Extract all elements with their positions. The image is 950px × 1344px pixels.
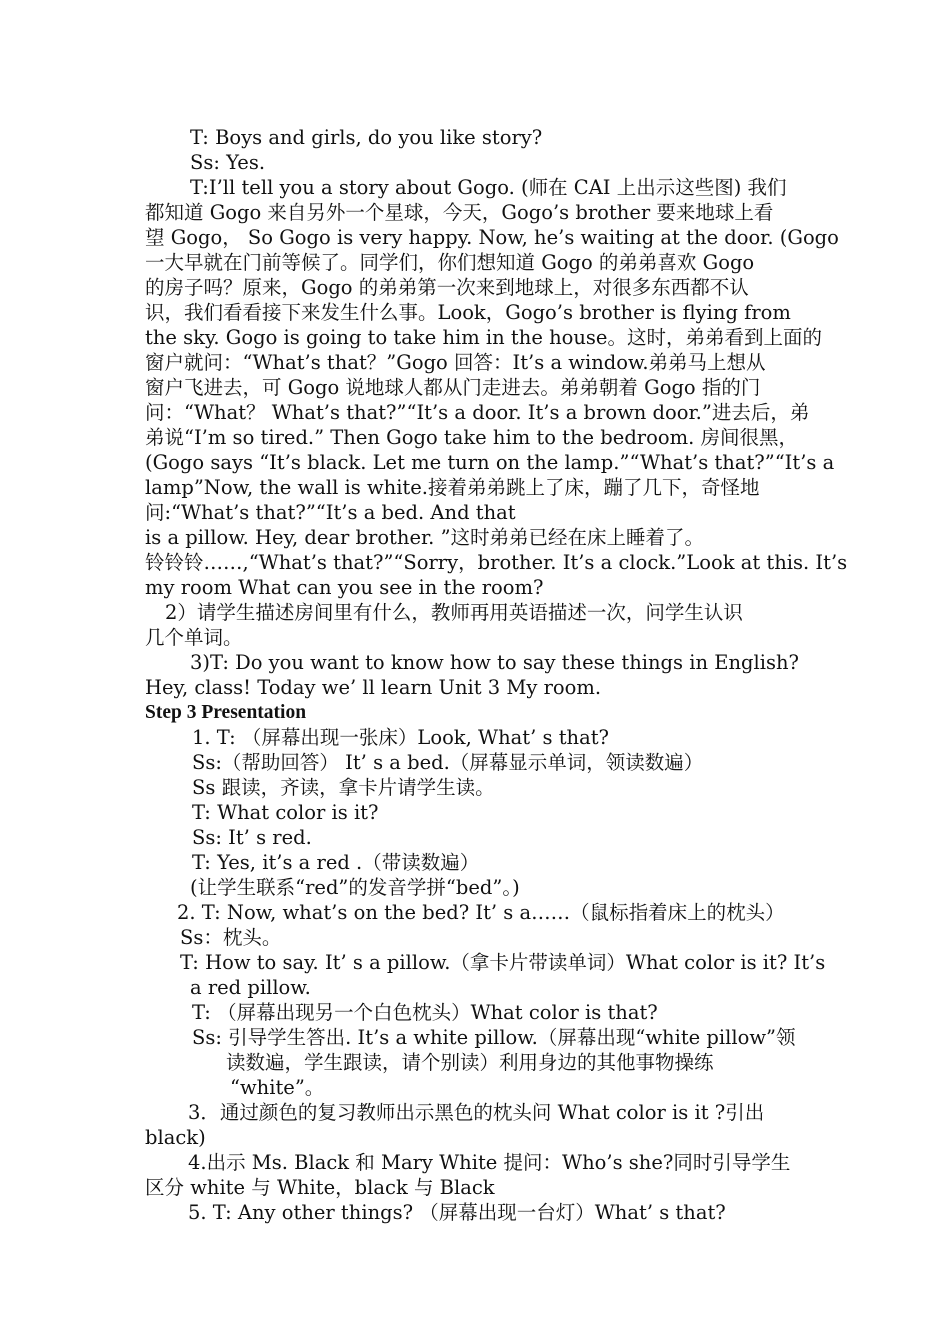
text-line: black) xyxy=(145,1126,206,1149)
text-line: (让学生联系“red”的发音学拼“bed”。) xyxy=(190,876,520,899)
text-line: Ss: 引导学生答出. It’s a white pillow.（屏幕出现“white pillow”领 xyxy=(192,1026,796,1049)
text-line: is a pillow. Hey, dear brother. ”这时弟弟已经在床上睡着了。 xyxy=(145,526,705,549)
text-line: Ss：枕头。 xyxy=(180,926,282,949)
text-line: 望 Gogo， So Gogo is very happy. Now, he’s waiting at the door. (Gogo xyxy=(145,226,839,249)
text-line: Ss 跟读，齐读，拿卡片请学生读。 xyxy=(192,776,495,799)
text-line: a red pillow. xyxy=(190,976,311,999)
text-line: 3．通过颜色的复习教师出示黑色的枕头问 What color is it ?引出 xyxy=(188,1101,765,1124)
text-line: Ss: It’ s red. xyxy=(192,826,312,849)
text-line: “white”。 xyxy=(230,1076,325,1099)
section-heading: Step 3 Presentation xyxy=(145,702,307,723)
text-line: T: Yes, it’s a red .（带读数遍） xyxy=(192,851,480,874)
text-line: Hey, class! Today we’ ll learn Unit 3 My room. xyxy=(145,676,602,699)
text-line: 5. T: Any other things? （屏幕出现一台灯）What’ s that? xyxy=(188,1201,726,1224)
text-line: T: What color is it? xyxy=(192,801,379,824)
text-line: 读数遍，学生跟读，请个别读）利用身边的其他事物操练 xyxy=(226,1051,714,1074)
text-line: lamp”Now, the wall is white.接着弟弟跳上了床，蹦了几下，奇怪地 xyxy=(145,476,760,499)
text-line: my room What can you see in the room? xyxy=(145,576,544,599)
text-line: 4.出示 Ms. Black 和 Mary White 提问：Who’s she?同时引导学生 xyxy=(188,1151,791,1174)
text-line: 一大早就在门前等候了。同学们，你们想知道 Gogo 的弟弟喜欢 Gogo xyxy=(145,251,755,274)
text-line: T: （屏幕出现另一个白色枕头）What color is that? xyxy=(192,1001,658,1024)
text-line: 问：“What？ What’s that?”“It’s a door. It’s a brown door.”进去后，弟 xyxy=(145,401,810,424)
text-line: 的房子吗？原来，Gogo 的弟弟第一次来到地球上，对很多东西都不认 xyxy=(145,276,749,299)
text-line: 2）请学生描述房间里有什么，教师再用英语描述一次，问学生认识 xyxy=(165,601,743,624)
text-line: T:I’ll tell you a story about Gogo. (师在 CAI 上出示这些图) 我们 xyxy=(190,176,787,199)
text-line: 铃铃铃……,“What’s that?”“Sorry，brother. It’s a clock.”Look at this. It’s xyxy=(145,551,848,574)
text-line: 2. T: Now, what’s on the bed? It’ s a……（鼠标指着床上的枕头） xyxy=(177,901,785,924)
text-line: (Gogo says “It’s black. Let me turn on the lamp.”“What’s that?”“It’s a xyxy=(145,451,835,474)
text-line: 弟说“I’m so tired.” Then Gogo take him to the bedroom. 房间很黑， xyxy=(145,426,798,449)
text-line: 窗户飞进去，可 Gogo 说地球人都从门走进去。弟弟朝着 Gogo 指的门 xyxy=(145,376,761,399)
text-line: Ss: Yes. xyxy=(190,151,266,174)
text-line: 问:“What’s that?”“It’s a bed. And that xyxy=(145,501,516,524)
text-line: 窗户就问：“What’s that？”Gogo 回答：It’s a window.弟弟马上想从 xyxy=(145,351,766,374)
text-line: 识，我们看看接下来发生什么事。Look，Gogo’s brother is flying from xyxy=(145,301,791,324)
text-line: 区分 white 与 White，black 与 Black xyxy=(145,1176,495,1199)
text-line: 几个单词。 xyxy=(145,626,243,649)
text-line: 3)T: Do you want to know how to say these things in English? xyxy=(190,651,800,674)
text-line: Ss:（帮助回答） It’ s a bed.（屏幕显示单词，领读数遍） xyxy=(192,751,704,774)
text-line: the sky. Gogo is going to take him in the house。这时，弟弟看到上面的 xyxy=(145,326,822,349)
text-line: T: How to say. It’ s a pillow.（拿卡片带读单词）What color is it? It’s xyxy=(180,951,826,974)
text-line: 都知道 Gogo 来自另外一个星球，今天，Gogo’s brother 要来地球上看 xyxy=(145,201,774,224)
text-line: 1. T: （屏幕出现一张床）Look, What’ s that? xyxy=(192,726,610,749)
text-line: T: Boys and girls, do you like story? xyxy=(190,126,543,149)
